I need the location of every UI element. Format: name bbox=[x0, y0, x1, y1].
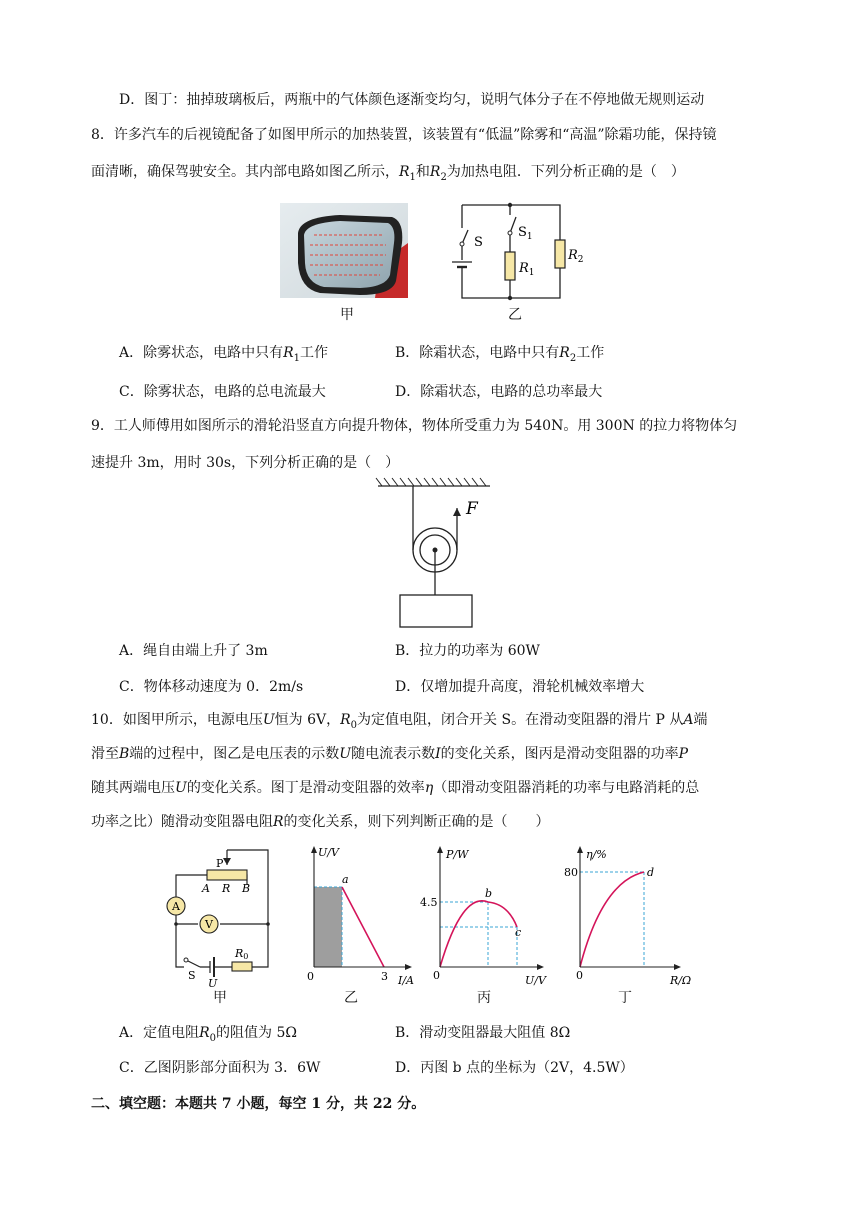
end-B-label: B bbox=[242, 882, 251, 895]
voltmeter-icon: V bbox=[205, 918, 213, 931]
q10-stem-line3: 随其两端电压U的变化关系。图丁是滑动变阻器的效率η（即滑动变阻器消耗的功率与电路消耗的总 bbox=[91, 780, 700, 796]
switch-S-label: S bbox=[188, 969, 196, 982]
bing-origin: 0 bbox=[433, 969, 440, 982]
q9-option-d: D．仅增加提升高度，滑轮机械效率增大 bbox=[395, 679, 645, 695]
q10-circuit-diagram bbox=[162, 845, 277, 990]
force-F-label: F bbox=[466, 499, 478, 519]
q9-stem-line2: 速提升 3m，用时 30s，下列分析正确的是（ ） bbox=[91, 455, 400, 471]
graph-ding bbox=[562, 842, 697, 987]
q10-option-c: C．乙图阴影部分面积为 3．6W bbox=[119, 1060, 321, 1076]
bing-y-tick: 4.5 bbox=[420, 896, 438, 909]
q8-stem-line2: 面清晰，确保驾驶安全。其内部电路如图乙所示，$R_1$和$R_2$为加热电阻．下列分析正确的是（ ） bbox=[91, 164, 685, 183]
q10-option-b: B．滑动变阻器最大阻值 8Ω bbox=[395, 1025, 571, 1041]
q8-circuit-S1-label: $S_1$ bbox=[518, 225, 533, 242]
q10-fig-bing-caption: 丙 bbox=[477, 990, 491, 1006]
q10-option-a: A．定值电阻$R_0$的阻值为 5Ω bbox=[119, 1025, 298, 1044]
yi-ylabel: U/V bbox=[318, 846, 339, 859]
q9-option-b: B．拉力的功率为 60W bbox=[395, 643, 540, 659]
graph-yi bbox=[298, 842, 428, 987]
q10-stem-line1: 10．如图甲所示，电源电压U恒为 6V，$R_0$为定值电阻，闭合开关 S。在滑动变阻器的滑片 P 从A端 bbox=[91, 712, 708, 731]
ding-ylabel: η/% bbox=[586, 848, 607, 861]
q10-option-d: D．丙图 b 点的坐标为（2V，4.5W） bbox=[395, 1060, 634, 1076]
ammeter-icon: A bbox=[172, 900, 180, 913]
bing-xlabel: U/V bbox=[525, 974, 546, 987]
yi-xlabel: I/A bbox=[398, 974, 414, 987]
pulley-diagram bbox=[370, 478, 510, 630]
q8-option-b: B．除霜状态，电路中只有$R_2$工作 bbox=[395, 345, 605, 364]
ding-xlabel: R/Ω bbox=[670, 974, 692, 987]
q8-option-c: C．除雾状态，电路的总电流最大 bbox=[119, 384, 326, 400]
ding-y-tick: 80 bbox=[564, 866, 578, 879]
q10-fig-jia-caption: 甲 bbox=[213, 990, 227, 1006]
slider-P-label: P bbox=[216, 857, 224, 870]
q9-option-c: C．物体移动速度为 0．2m/s bbox=[119, 679, 304, 695]
ding-origin: 0 bbox=[576, 969, 583, 982]
bing-point-b: b bbox=[485, 887, 493, 900]
source-U-label: U bbox=[208, 977, 218, 990]
bing-ylabel: P/W bbox=[446, 848, 469, 861]
q9-stem-line1: 9．工人师傅用如图所示的滑轮沿竖直方向提升物体，物体所受重力为 540N。用 300N 的拉力将物体匀 bbox=[91, 418, 738, 434]
q8-option-d: D．除霜状态，电路的总功率最大 bbox=[395, 384, 603, 400]
graph-bing bbox=[420, 842, 560, 987]
q8-circuit-diagram bbox=[448, 200, 588, 305]
ding-point-d: d bbox=[647, 866, 655, 879]
q10-stem-line2: 滑至B端的过程中，图乙是电压表的示数U随电流表示数I的变化关系，图丙是滑动变阻器的功率P bbox=[91, 746, 689, 762]
end-A-label: A bbox=[202, 882, 210, 895]
q10-fig-yi-caption: 乙 bbox=[344, 990, 358, 1006]
yi-point-a: a bbox=[342, 873, 349, 886]
q7-option-d: D．图丁：抽掉玻璃板后，两瓶中的气体颜色逐渐变均匀，说明气体分子在不停地做无规则运动 bbox=[119, 92, 705, 108]
R0-label: R0 bbox=[235, 947, 249, 961]
mirror-photo bbox=[280, 203, 408, 298]
yi-origin: 0 bbox=[307, 970, 314, 983]
q8-circuit-R1-label: $R_1$ bbox=[519, 261, 535, 278]
q10-stem-line4: 功率之比）随滑动变阻器电阻R的变化关系，则下列判断正确的是（ ） bbox=[91, 814, 550, 830]
q8-stem-line1: 8．许多汽车的后视镜配备了如图甲所示的加热装置，该装置有“低温”除雾和“高温”除霜功能，保持镜 bbox=[91, 127, 717, 143]
bing-point-c: c bbox=[515, 926, 522, 939]
q8-circuit-S-label: S bbox=[474, 235, 483, 250]
q10-fig-ding-caption: 丁 bbox=[618, 990, 632, 1006]
q8-fig-yi-caption: 乙 bbox=[508, 307, 522, 323]
q8-circuit-R2-label: $R_2$ bbox=[568, 248, 584, 265]
q8-fig-jia-caption: 甲 bbox=[340, 307, 354, 323]
yi-x-tick: 3 bbox=[381, 970, 388, 983]
section2-heading: 二、填空题：本题共 7 小题，每空 1 分，共 22 分。 bbox=[91, 1096, 426, 1112]
q8-option-a: A．除雾状态，电路中只有$R_1$工作 bbox=[119, 345, 329, 364]
q9-option-a: A．绳自由端上升了 3m bbox=[119, 643, 268, 659]
rheostat-R-label: R bbox=[222, 882, 231, 895]
